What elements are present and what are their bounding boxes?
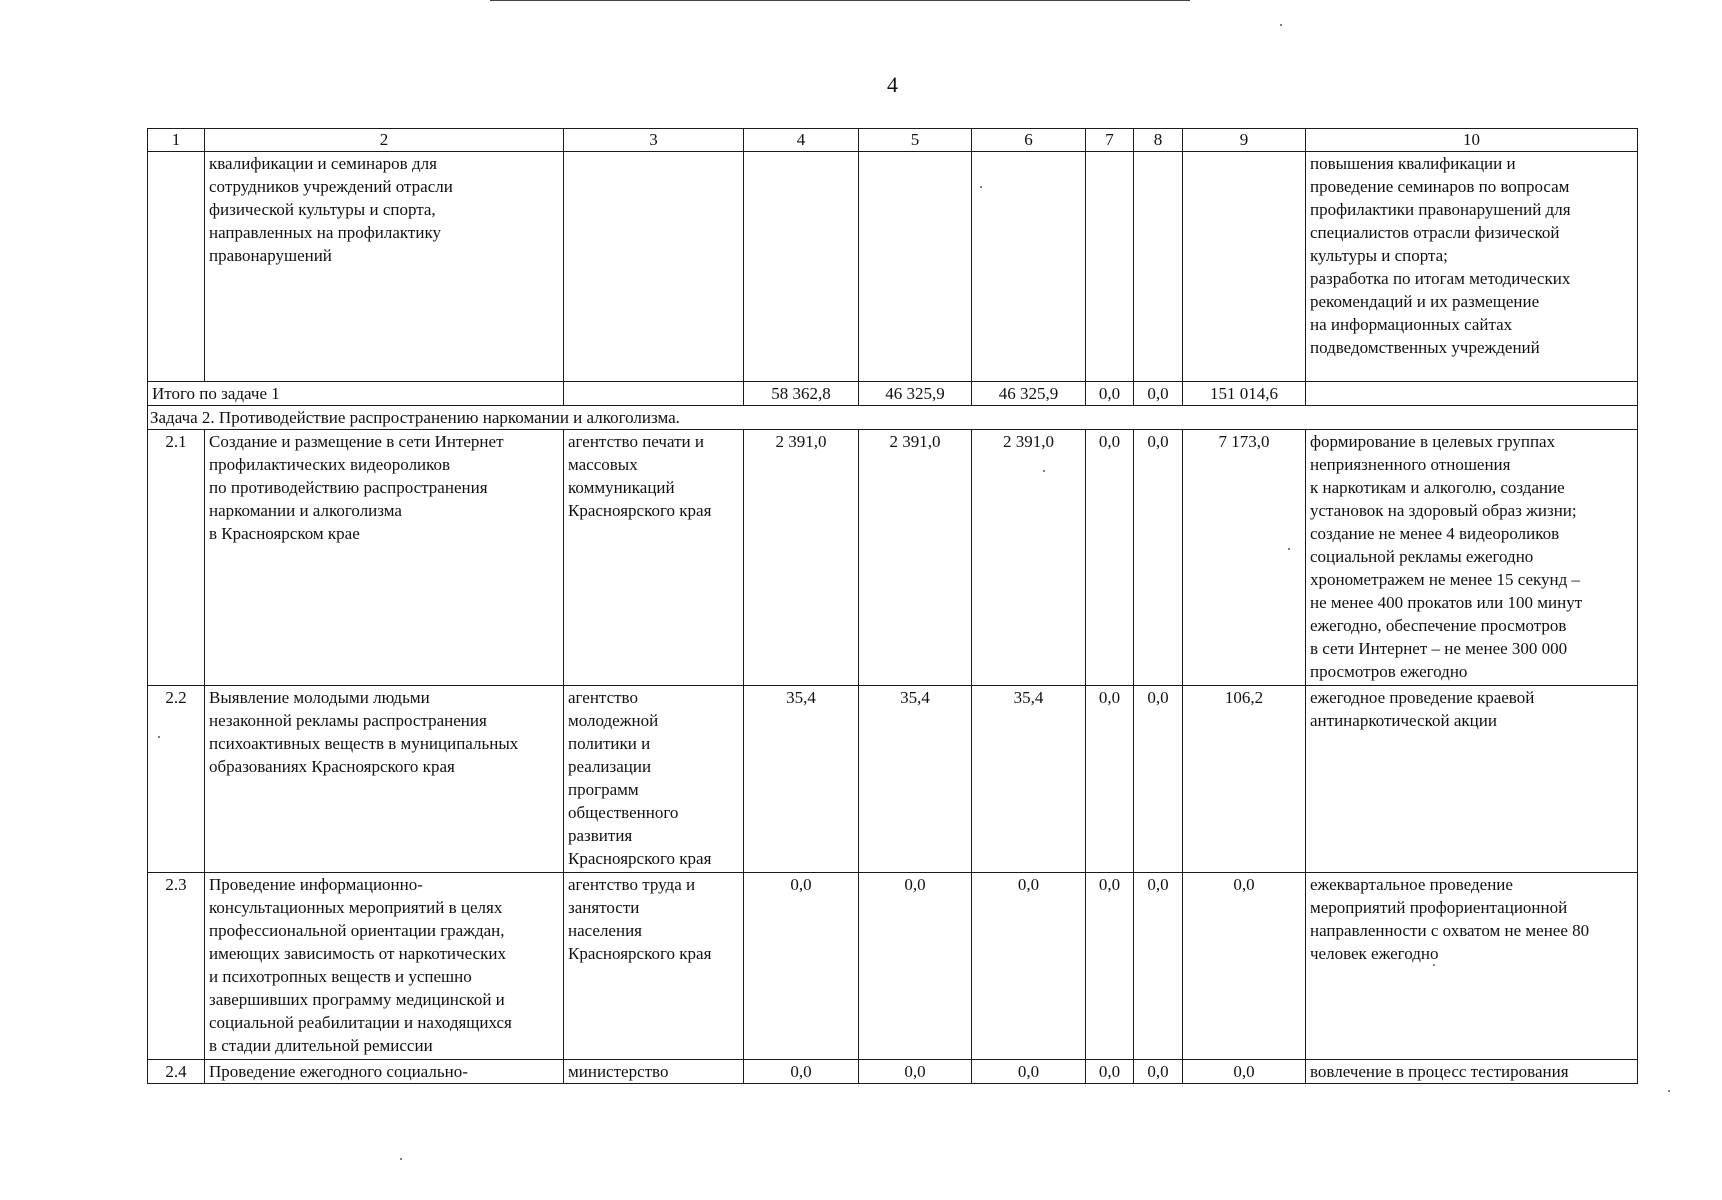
value-col4: 0,0 xyxy=(744,873,859,1060)
value-col9: 0,0 xyxy=(1183,873,1306,1060)
executor-cell: министерство xyxy=(564,1060,744,1084)
expected-result-cell: вовлечение в процесс тестирования xyxy=(1306,1060,1638,1084)
task-heading: Задача 2. Противодействие распространению наркомании и алкоголизма. xyxy=(148,406,1638,430)
total-value-col4: 58 362,8 xyxy=(744,382,859,406)
column-header: 3 xyxy=(564,129,744,152)
total-value-col8: 0,0 xyxy=(1134,382,1183,406)
scan-speck xyxy=(400,1158,402,1160)
table-cell xyxy=(1134,152,1183,382)
task-heading-row xyxy=(148,406,1638,430)
table-cell xyxy=(972,152,1086,382)
measure-name-cell: Проведение ежегодного социально- xyxy=(205,1060,564,1084)
continuation-row xyxy=(148,152,1638,382)
table-row xyxy=(148,686,1638,873)
row-number: 2.2 xyxy=(148,686,205,873)
expected-result-cell: повышения квалификации и проведение семинаров по вопросам профилактики правонарушений для специалистов отрасли физической культуры и спорта; разработка по итогам методических рекомендаций и их размещение на информационных сайтах подведомственных учреждений xyxy=(1306,152,1638,382)
column-number-header-row xyxy=(148,129,1638,152)
column-header: 4 xyxy=(744,129,859,152)
scan-speck xyxy=(1668,1090,1670,1092)
total-value-col7: 0,0 xyxy=(1086,382,1134,406)
task-total-label: Итого по задаче 1 xyxy=(148,382,564,406)
expected-result-cell: ежеквартальное проведение мероприятий профориентационной направленности с охватом не менее 80 человек ежегодно xyxy=(1306,873,1638,1060)
table-cell xyxy=(744,152,859,382)
value-col5: 2 391,0 xyxy=(859,430,972,686)
column-header: 10 xyxy=(1306,129,1638,152)
value-col7: 0,0 xyxy=(1086,430,1134,686)
column-header: 7 xyxy=(1086,129,1134,152)
value-col5: 35,4 xyxy=(859,686,972,873)
table-cell xyxy=(1306,382,1638,406)
page-number: 4 xyxy=(887,72,898,97)
column-header: 6 xyxy=(972,129,1086,152)
program-measures-table xyxy=(147,128,1638,1084)
total-value-col6: 46 325,9 xyxy=(972,382,1086,406)
expected-result-cell: формирование в целевых группах неприязненного отношения к наркотикам и алкоголю, создание установок на здоровый образ жизни; создание не менее 4 видеороликов социальной рекламы ежегодно хронометражем не менее 15 секунд – не менее 400 прокатов или 100 минут ежегодно, обеспечение просмотров в сети Интернет – не менее 300 000 просмотров ежегодно xyxy=(1306,430,1638,686)
measure-name-cell: Создание и размещение в сети Интернет профилактических видеороликов по противодействию распространения наркомании и алкоголизма в Красноярском крае xyxy=(205,430,564,686)
task-total-row xyxy=(148,382,1638,406)
executor-cell: агентство труда и занятости населения Красноярского края xyxy=(564,873,744,1060)
column-header: 8 xyxy=(1134,129,1183,152)
value-col9: 7 173,0 xyxy=(1183,430,1306,686)
column-header: 2 xyxy=(205,129,564,152)
value-col6: 35,4 xyxy=(972,686,1086,873)
value-col6: 0,0 xyxy=(972,1060,1086,1084)
total-value-col5: 46 325,9 xyxy=(859,382,972,406)
value-col7: 0,0 xyxy=(1086,873,1134,1060)
scan-edge-line xyxy=(490,0,1190,1)
value-col8: 0,0 xyxy=(1134,686,1183,873)
value-col4: 2 391,0 xyxy=(744,430,859,686)
executor-cell: агентство печати и массовых коммуникаций Красноярского края xyxy=(564,430,744,686)
expected-result-cell: ежегодное проведение краевой антинаркотической акции xyxy=(1306,686,1638,873)
table-row xyxy=(148,1060,1638,1084)
value-col8: 0,0 xyxy=(1134,873,1183,1060)
value-col6: 0,0 xyxy=(972,873,1086,1060)
table-cell xyxy=(148,152,205,382)
value-col4: 35,4 xyxy=(744,686,859,873)
table-row xyxy=(148,430,1638,686)
measure-name-cell: Выявление молодыми людьми незаконной рекламы распространения психоактивных веществ в муниципальных образованиях Красноярского края xyxy=(205,686,564,873)
value-col5: 0,0 xyxy=(859,873,972,1060)
table-cell xyxy=(1086,152,1134,382)
column-header: 9 xyxy=(1183,129,1306,152)
table-cell xyxy=(1183,152,1306,382)
table-cell xyxy=(564,152,744,382)
value-col9: 0,0 xyxy=(1183,1060,1306,1084)
value-col5: 0,0 xyxy=(859,1060,972,1084)
column-header: 5 xyxy=(859,129,972,152)
row-number: 2.1 xyxy=(148,430,205,686)
value-col4: 0,0 xyxy=(744,1060,859,1084)
value-col9: 106,2 xyxy=(1183,686,1306,873)
row-number: 2.4 xyxy=(148,1060,205,1084)
table-cell xyxy=(859,152,972,382)
column-header: 1 xyxy=(148,129,205,152)
measure-name-cell: Проведение информационно- консультационных мероприятий в целях профессиональной ориентации граждан, имеющих зависимость от наркотических и психотропных веществ и успешно завершивших программу медицинской и социальной реабилитации и находящихся в стадии длительной ремиссии xyxy=(205,873,564,1060)
value-col7: 0,0 xyxy=(1086,686,1134,873)
table-row xyxy=(148,873,1638,1060)
measure-name-cell: квалификации и семинаров для сотрудников учреждений отрасли физической культуры и спорта, направленных на профилактику правонарушений xyxy=(205,152,564,382)
executor-cell: агентство молодежной политики и реализации программ общественного развития Красноярского края xyxy=(564,686,744,873)
value-col8: 0,0 xyxy=(1134,430,1183,686)
value-col7: 0,0 xyxy=(1086,1060,1134,1084)
value-col6: 2 391,0 xyxy=(972,430,1086,686)
value-col8: 0,0 xyxy=(1134,1060,1183,1084)
scan-speck xyxy=(1280,24,1282,26)
total-value-col9: 151 014,6 xyxy=(1183,382,1306,406)
row-number: 2.3 xyxy=(148,873,205,1060)
table-cell xyxy=(564,382,744,406)
